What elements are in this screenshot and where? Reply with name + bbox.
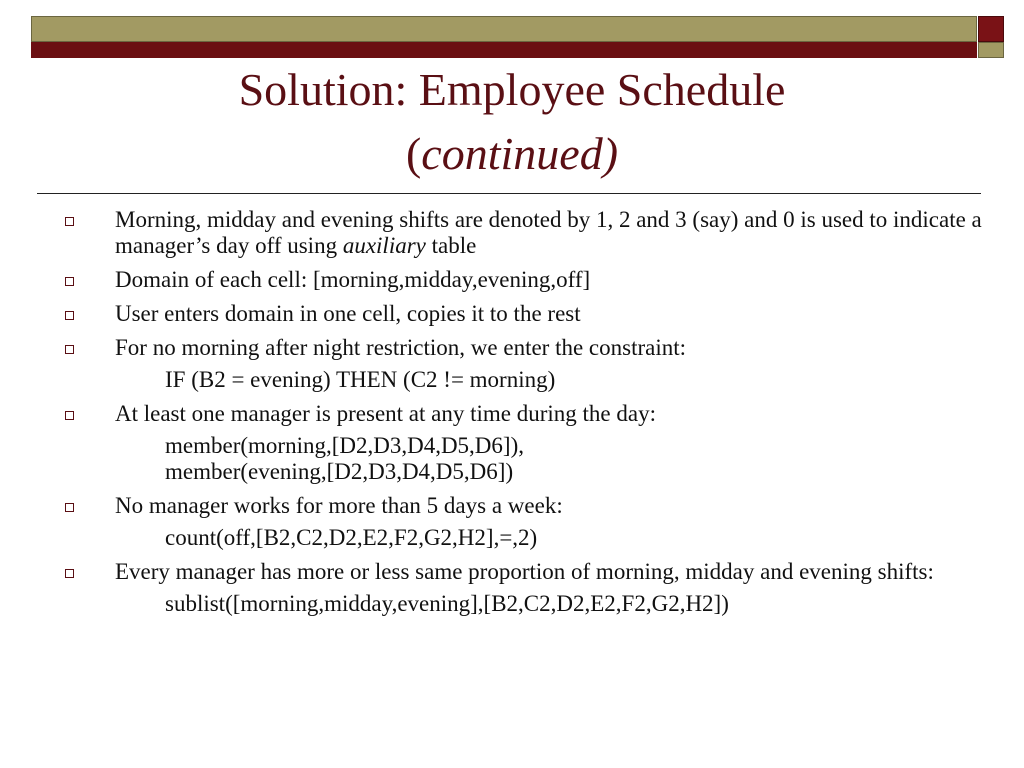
bullet-text-part: table (425, 233, 477, 258)
corner-square-maroon (978, 16, 1004, 42)
bullet-item-user-enters (57, 301, 987, 327)
bullet-item-domain (57, 267, 987, 293)
bullet-text: Domain of each cell: [morning,midday,evening,off] (115, 267, 591, 292)
bullet-text-part: Morning, midday and evening shifts are denoted by 1, 2 and 3 (say) and 0 is used to indicate a manager’s day off using (115, 207, 982, 258)
constraint-code (57, 367, 987, 393)
corner-square-olive (978, 42, 1004, 58)
hollow-square-bullet-icon (65, 217, 74, 226)
header-bar-olive (31, 16, 977, 42)
title-divider (37, 193, 981, 194)
bullet-item-no-morning (57, 335, 987, 361)
title-line-2 (0, 122, 1024, 186)
bullet-item-manager-present (57, 401, 987, 427)
header-bar-maroon (31, 42, 977, 58)
constraint-code (57, 525, 987, 551)
slide-title (0, 58, 1024, 186)
bullet-text (115, 207, 982, 258)
code-line: member(morning,[D2,D3,D4,D5,D6]), (165, 433, 524, 458)
bullet-item-five-days (57, 493, 987, 519)
bullet-list (57, 207, 987, 625)
hollow-square-bullet-icon (65, 411, 74, 420)
hollow-square-bullet-icon (65, 503, 74, 512)
bullet-text: At least one manager is present at any time during the day: (115, 401, 656, 426)
title-line-1: Solution: Employee Schedule (238, 64, 786, 115)
bullet-item-proportion (57, 559, 987, 585)
code-line: IF (B2 = evening) THEN (C2 != morning) (165, 367, 556, 392)
code-line: count(off,[B2,C2,D2,E2,F2,G2,H2],=,2) (165, 525, 538, 550)
bullet-text: No manager works for more than 5 days a week: (115, 493, 563, 518)
hollow-square-bullet-icon (65, 311, 74, 320)
hollow-square-bullet-icon (65, 277, 74, 286)
hollow-square-bullet-icon (65, 345, 74, 354)
code-line: member(evening,[D2,D3,D4,D5,D6]) (165, 459, 514, 484)
title-paren: ( (405, 128, 422, 179)
bullet-item-shifts (57, 207, 987, 259)
code-line: sublist([morning,midday,evening],[B2,C2,D2,E2,F2,G2,H2]) (165, 591, 729, 616)
title-continued: continued) (421, 128, 619, 179)
constraint-code (57, 433, 987, 485)
bullet-text-italic: auxiliary (342, 233, 426, 258)
constraint-code (57, 591, 987, 617)
bullet-text: For no morning after night restriction, we enter the constraint: (115, 335, 687, 360)
hollow-square-bullet-icon (65, 569, 74, 578)
bullet-text: User enters domain in one cell, copies it to the rest (115, 301, 581, 326)
bullet-text: Every manager has more or less same proportion of morning, midday and evening shifts: (115, 559, 934, 584)
